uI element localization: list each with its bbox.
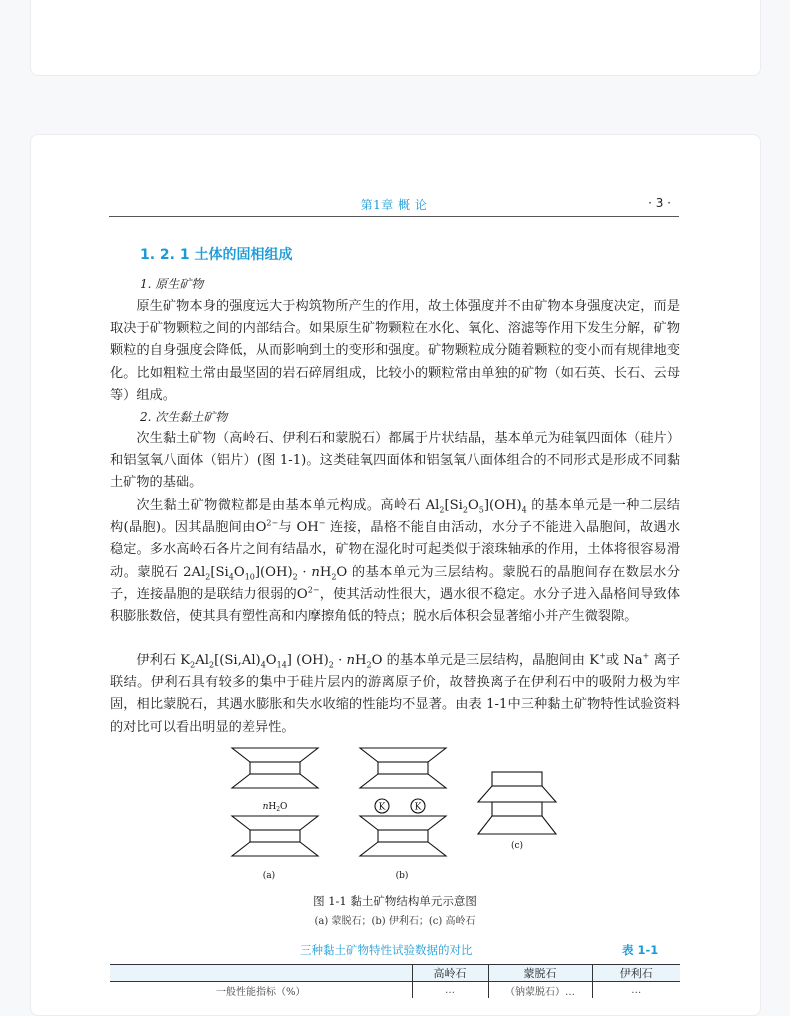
subscript: 5 bbox=[478, 505, 484, 515]
text-run: 中三种黏土矿物特性试验资料的对比可以看出明显的差异性。 bbox=[110, 697, 680, 735]
text-run: H bbox=[355, 653, 367, 668]
subscript: 2 bbox=[208, 660, 215, 670]
silica-sheet-shape bbox=[478, 816, 556, 834]
subscript: 10 bbox=[244, 572, 255, 582]
text-run: 与 OH bbox=[278, 520, 319, 536]
potassium-label: K bbox=[414, 802, 422, 813]
table-header-row bbox=[110, 965, 680, 982]
text-run: n bbox=[346, 653, 356, 668]
table-header-cell: 蒙脱石 bbox=[488, 965, 592, 982]
text-run: · bbox=[333, 653, 347, 668]
text-run: [Si bbox=[444, 498, 463, 513]
alumina-sheet-shape bbox=[250, 762, 300, 774]
subscript: 2 bbox=[190, 660, 196, 670]
text-line: 着颗粒的变小而有规律地变化。比如粗粒土常由最坚固的岩石碎屑组成，比较小的颗粒常 bbox=[110, 343, 681, 381]
clay-mineral-comparison-table bbox=[110, 964, 680, 998]
page-number: · 3 · bbox=[648, 196, 671, 210]
text-run: [(Si,Al) bbox=[214, 653, 261, 668]
text-run: ，使其活动性很 bbox=[319, 586, 414, 602]
text-run: ](OH) bbox=[483, 498, 522, 513]
subscript: 2 bbox=[205, 572, 211, 582]
superscript: + bbox=[599, 651, 606, 661]
alumina-sheet-shape bbox=[250, 830, 300, 842]
figure-label-c: (c) bbox=[510, 841, 524, 851]
subscript: 4 bbox=[521, 505, 527, 515]
paragraph-illite bbox=[110, 650, 680, 739]
paragraph-clay-minerals bbox=[110, 428, 680, 495]
subscript: 2 bbox=[366, 660, 372, 670]
alumina-sheet-shape bbox=[378, 762, 428, 774]
illite-structure bbox=[360, 748, 446, 856]
text-run: · bbox=[297, 564, 312, 580]
text-run: 入晶胞间，故遇水稳定。多水高岭石各片之间有结晶水，矿物在湿化时可起类似于滚珠轴 bbox=[110, 520, 681, 558]
text-run: H bbox=[319, 564, 332, 580]
text-run: 承的作用，土体将很容易滑动。蒙脱石 2Al bbox=[110, 542, 681, 580]
text-run: 石中的吸附力极为牢固，相比蒙脱石，其遇水膨胀和失水收缩的性能均不显著。由表 1-1 bbox=[110, 675, 681, 713]
potassium-label: K bbox=[378, 802, 386, 813]
chapter-title: 第1章 概 论 bbox=[360, 198, 428, 212]
silica-sheet-shape bbox=[232, 842, 318, 856]
table-number: 表 1-1 bbox=[622, 943, 659, 957]
subscript: 4 bbox=[260, 660, 266, 670]
table-cell: … bbox=[412, 982, 488, 999]
text-line: 次生黏土矿物（高岭石、伊利石和蒙脱石）都属于片状结晶，基本单元为硅氧四面体 bbox=[136, 431, 628, 446]
silica-sheet-shape bbox=[232, 748, 318, 762]
table-cell: 一般性能指标（%） bbox=[215, 986, 306, 998]
alumina-sheet-shape bbox=[492, 802, 542, 816]
subscript: 2 bbox=[331, 572, 337, 582]
subscript: 2 bbox=[292, 572, 298, 582]
text-run: O bbox=[467, 498, 479, 513]
text-run: 或 Na bbox=[605, 653, 643, 668]
figure-caption: 图 1-1 黏土矿物结构单元示意图 bbox=[313, 894, 477, 908]
text-line: 由单独的矿物（如石英、长石、云母等）组成。 bbox=[110, 365, 681, 403]
text-line: 定，而是取决于矿物颗粒之间的内部结合。如果原生矿物颗粒在水化、氧化、溶滤等作用 bbox=[110, 299, 681, 337]
text-run: [Si bbox=[210, 564, 229, 580]
table-row bbox=[110, 982, 680, 999]
figure-subcaption: (a) 蒙脱石；(b) 伊利石；(c) 高岭石 bbox=[314, 916, 476, 927]
table-title: 三种黏土矿物特性试验数据的对比 bbox=[300, 943, 473, 957]
silica-sheet-shape bbox=[232, 816, 318, 830]
text-run: ] (OH) bbox=[286, 653, 329, 668]
table-header-cell bbox=[110, 965, 412, 982]
text-run: 伊利石 K bbox=[136, 653, 191, 668]
silica-sheet-shape bbox=[360, 748, 446, 762]
text-run: Al bbox=[195, 653, 209, 668]
subsection-heading-clay-minerals: 2. 次生黏土矿物 bbox=[140, 410, 228, 424]
silica-sheet-shape bbox=[232, 774, 318, 788]
subscript: 2 bbox=[462, 505, 468, 515]
subscript: 14 bbox=[276, 660, 287, 670]
silica-sheet-shape bbox=[360, 774, 446, 788]
text-run: O bbox=[233, 564, 245, 580]
alumina-sheet-shape bbox=[378, 830, 428, 842]
superscript: + bbox=[642, 651, 650, 661]
figure-label-a: (a) bbox=[262, 871, 276, 881]
alumina-sheet-shape bbox=[492, 772, 542, 786]
text-run: 次生黏土矿物微粒都是由基本单元构成。高岭石 Al bbox=[136, 498, 440, 513]
superscript: 2− bbox=[307, 585, 320, 595]
text-run: 种二层结构(晶胞)。因其晶胞间由O bbox=[110, 498, 680, 536]
text-run: 构。蒙脱石的晶胞间存在数层水分子，连接晶胞的是联结力很弱的O bbox=[110, 564, 681, 602]
text-run: ](OH) bbox=[254, 564, 293, 580]
table-cell: … bbox=[592, 982, 680, 999]
subscript: 2 bbox=[328, 660, 334, 670]
text-run: O 的基本单元是三层结构，晶胞间由 K bbox=[371, 653, 600, 668]
text-run: 大，遇水很不稳定。水分子进入晶格间导致体积膨胀数倍，使其具有塑性高和内摩擦角低 bbox=[110, 586, 681, 625]
text-line: 原生矿物本身的强度远大于构筑物所产生的作用，故土体强度并不由矿物本身强度决 bbox=[136, 299, 628, 314]
text-line: （硅片）和铝氢氧八面体（铝片）(图 1-1)。这类硅氧四面体和铝氢氧八面体组合的不同 bbox=[110, 431, 681, 469]
table-header-cell: 高岭石 bbox=[412, 965, 488, 982]
text-run: n bbox=[311, 564, 320, 580]
text-run: 离子联结。伊利石具有较多的集中于硅片层内的游离原子价，故替换离子在伊利 bbox=[110, 653, 681, 691]
silica-sheet-shape bbox=[360, 842, 446, 856]
text-run: O bbox=[265, 653, 277, 668]
water-layer-label: $nH_2O$ bbox=[262, 802, 288, 813]
superscript: 2− bbox=[266, 518, 279, 528]
text-run: 连接，晶格不能自由活动，水分子不能进 bbox=[325, 520, 573, 536]
silica-sheet-shape bbox=[478, 786, 556, 802]
subsection-heading-primary-minerals: 1. 原生矿物 bbox=[140, 277, 204, 291]
previous-page-card bbox=[30, 0, 761, 76]
text-run: 的基本单元是一 bbox=[526, 498, 627, 513]
subscript: 4 bbox=[228, 572, 234, 582]
clay-mineral-structure-figure bbox=[225, 740, 565, 885]
table-header-cell: 伊利石 bbox=[592, 965, 680, 982]
silica-sheet-shape bbox=[360, 816, 446, 830]
figure-label-b: (b) bbox=[395, 871, 409, 881]
text-run: O 的基本单元为三层结 bbox=[336, 564, 476, 580]
superscript: − bbox=[318, 518, 326, 528]
table-cell: （钠蒙脱石）… bbox=[488, 982, 592, 999]
section-heading: 1. 2. 1 土体的固相组成 bbox=[140, 247, 293, 263]
paragraph-clay-structure bbox=[110, 495, 680, 628]
subscript: 2 bbox=[439, 505, 445, 515]
text-line: 形式是形成不同黏土矿物的基础。 bbox=[110, 453, 681, 491]
text-run: 的特点；脱水后体积会显著缩小并产生微裂隙。 bbox=[360, 609, 638, 625]
kaolinite-structure bbox=[478, 772, 556, 834]
text-line: 下发生分解，矿物颗粒的自身强度会降低，从而影响到土的变形和强度。矿物颗粒成分随 bbox=[110, 321, 681, 359]
running-header bbox=[109, 196, 679, 217]
paragraph-primary-minerals bbox=[110, 296, 680, 407]
